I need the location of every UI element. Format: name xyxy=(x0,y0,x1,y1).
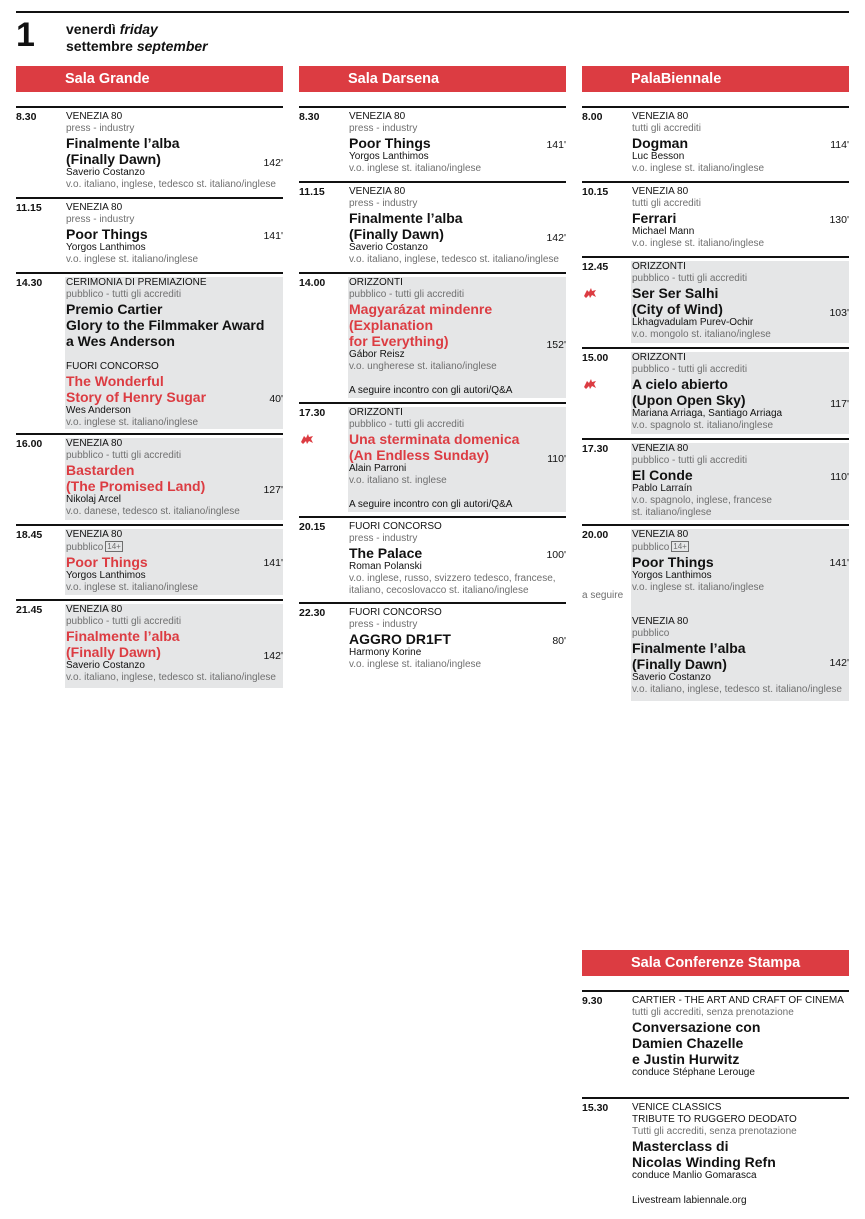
lion-icon xyxy=(583,378,597,390)
film-title-en: (Finally Dawn) xyxy=(66,151,161,167)
day-number: 1 xyxy=(16,16,35,54)
screening-audience: press - industry xyxy=(349,198,418,209)
livestream-note: Livestream labiennale.org xyxy=(632,1195,747,1206)
screening-details xyxy=(348,407,566,512)
film-title-2-en: (Finally Dawn) xyxy=(632,656,727,672)
film-title: The Wonderful xyxy=(66,373,164,389)
age-rating-badge: 14+ xyxy=(107,542,121,551)
film-languages: v.o. inglese, russo, svizzero tedesco, francese, xyxy=(349,573,556,584)
screening-section: VENEZIA 80 xyxy=(632,529,689,540)
qa-note: A seguire incontro con gli autori/Q&A xyxy=(349,499,513,510)
screening-time: 14.30 xyxy=(16,277,43,289)
screening-details xyxy=(65,438,283,520)
film-duration: 117' xyxy=(830,398,849,410)
screening-section: VENEZIA 80 xyxy=(66,111,123,122)
screening xyxy=(16,433,283,524)
screening-section: FUORI CONCORSO xyxy=(349,607,442,618)
screening xyxy=(299,181,566,272)
screening-details xyxy=(65,277,283,429)
film-title: Ferrari xyxy=(632,210,677,226)
film-title: Una sterminata domenica xyxy=(349,431,520,447)
film-director: Roman Polanski xyxy=(349,561,422,572)
film-director: Gábor Reisz xyxy=(349,349,405,360)
screening-details xyxy=(65,529,283,595)
screening-audience: pubblico - tutti gli accrediti xyxy=(66,616,182,627)
film-director: Yorgos Lanthimos xyxy=(66,570,146,581)
award-title: Premio Cartier xyxy=(66,301,163,317)
screening-time: 18.45 xyxy=(16,529,43,541)
screening-audience: pubblico - tutti gli accrediti xyxy=(66,289,182,300)
screening-details xyxy=(631,111,849,175)
screening-section: VENEZIA 80 xyxy=(66,438,123,449)
event-host: conduce Manlio Gomarasca xyxy=(632,1170,757,1181)
screening xyxy=(582,438,849,524)
film-duration: 110' xyxy=(547,453,566,465)
month-en: september xyxy=(136,38,208,54)
screening-audience: press - industry xyxy=(66,214,135,225)
screening-time: 8.00 xyxy=(582,111,603,123)
lion-icon xyxy=(583,287,597,299)
film-languages: v.o. inglese st. italiano/inglese xyxy=(66,417,199,428)
film-director: Pablo Larraín xyxy=(632,483,693,494)
event-host: conduce Stéphane Lerouge xyxy=(632,1067,755,1078)
screening-details xyxy=(631,261,849,343)
film-languages: v.o. inglese st. italiano/inglese xyxy=(632,163,765,174)
screening xyxy=(299,402,566,516)
film-duration: 152' xyxy=(546,339,566,351)
screening-time: 12.45 xyxy=(582,261,609,273)
film-duration: 103' xyxy=(829,307,849,319)
audience-label: pubblico xyxy=(632,542,670,553)
film-director: Yorgos Lanthimos xyxy=(632,570,712,581)
screening xyxy=(16,599,283,692)
event-title-line2: Nicolas Winding Refn xyxy=(632,1154,776,1170)
film-languages: v.o. inglese st. italiano/inglese xyxy=(632,238,765,249)
screening-time: 10.15 xyxy=(582,186,609,198)
film-director: Luc Besson xyxy=(632,151,685,162)
screening-section: VENEZIA 80 xyxy=(66,202,123,213)
screening-time: 20.00 xyxy=(582,529,609,541)
screening-time: 21.45 xyxy=(16,604,43,616)
screening-section-2: VENEZIA 80 xyxy=(632,616,689,627)
film-duration: 40' xyxy=(269,393,283,405)
film-languages: v.o. inglese st. italiano/inglese xyxy=(66,582,199,593)
screening-audience: pubblico - tutti gli accrediti xyxy=(632,273,748,284)
screening-details xyxy=(348,111,566,175)
film-languages: v.o. spagnolo, inglese, francese xyxy=(632,495,772,506)
event-title-line3: e Justin Hurwitz xyxy=(632,1051,740,1067)
film-title-en: (Finally Dawn) xyxy=(66,644,161,660)
screening-section: VENEZIA 80 xyxy=(632,186,689,197)
film-languages: v.o. inglese st. italiano/inglese xyxy=(349,163,482,174)
screening-section: CERIMONIA DI PREMIAZIONE xyxy=(66,277,207,288)
film-title: The Palace xyxy=(349,545,423,561)
film-director: Saverio Costanzo xyxy=(349,242,428,253)
screening-time: 14.00 xyxy=(299,277,326,289)
event-time: 9.30 xyxy=(582,995,603,1007)
event xyxy=(582,990,849,1097)
screening-details xyxy=(348,521,566,597)
film-duration: 80' xyxy=(552,635,566,647)
film-director: Mariana Arriaga, Santiago Arriaga xyxy=(632,408,783,419)
screening xyxy=(299,516,566,602)
screening-details xyxy=(631,186,849,250)
film-title: Magyarázat mindenre xyxy=(349,301,493,317)
screening-time: 17.30 xyxy=(582,443,609,455)
screening-audience: pubblico - tutti gli accrediti xyxy=(349,289,465,300)
hall-header-sala-conferenze-stampa: Sala Conferenze Stampa xyxy=(582,950,849,976)
screening xyxy=(582,106,849,181)
film-duration: 141' xyxy=(546,139,566,151)
screening-details xyxy=(631,529,849,701)
screening-audience: press - industry xyxy=(349,619,418,630)
screening xyxy=(16,197,283,272)
film-director: Harmony Korine xyxy=(349,647,422,658)
film-title-en: (The Promised Land) xyxy=(66,478,206,494)
screening xyxy=(299,106,566,181)
screening-audience-2: pubblico xyxy=(632,628,670,639)
film-duration: 127' xyxy=(263,484,283,496)
screening-audience xyxy=(632,541,847,554)
film-title: Dogman xyxy=(632,135,688,151)
screening xyxy=(16,272,283,433)
screening-time: 8.30 xyxy=(16,111,37,123)
screening-section: VENEZIA 80 xyxy=(66,604,123,615)
screening-audience: press - industry xyxy=(66,123,135,134)
film-languages: v.o. italiano, inglese, tedesco st. italiano/inglese xyxy=(66,672,276,683)
film-director: Lkhagvadulam Purev-Ochir xyxy=(632,317,754,328)
audience-label: pubblico xyxy=(66,542,104,553)
qa-note: A seguire incontro con gli autori/Q&A xyxy=(349,385,513,396)
film-title: Ser Ser Salhi xyxy=(632,285,719,301)
screening-details xyxy=(631,443,849,520)
screening-time: 20.15 xyxy=(299,521,326,533)
screening-details xyxy=(65,604,283,688)
film-title: A cielo abierto xyxy=(632,376,728,392)
film-title: Poor Things xyxy=(632,554,714,570)
film-languages: v.o. danese, tedesco st. italiano/inglese xyxy=(66,506,240,517)
film-director: Saverio Costanzo xyxy=(66,660,145,671)
film-director-2: Saverio Costanzo xyxy=(632,672,711,683)
screening-section: VENEZIA 80 xyxy=(349,186,406,197)
screening-audience: pubblico - tutti gli accrediti xyxy=(66,450,182,461)
film-title-en: (Explanation xyxy=(349,317,434,333)
event-title: Masterclass di xyxy=(632,1138,729,1154)
screening xyxy=(582,181,849,256)
screening-audience: pubblico - tutti gli accrediti xyxy=(632,455,748,466)
film-languages: v.o. ungherese st. italiano/inglese xyxy=(349,361,497,372)
film-duration: 114' xyxy=(830,139,849,151)
screening-time: 11.15 xyxy=(16,202,42,214)
award-title-line3: a Wes Anderson xyxy=(66,333,175,349)
film-duration: 141' xyxy=(829,557,849,569)
film-director: Alain Parroni xyxy=(349,463,407,474)
film-languages: v.o. spagnolo st. italiano/inglese xyxy=(632,420,774,431)
film-title: Bastarden xyxy=(66,462,135,478)
screening xyxy=(582,524,849,704)
column-sala-darsena xyxy=(299,106,566,677)
film-duration: 141' xyxy=(263,230,283,242)
screening-section: ORIZZONTI xyxy=(349,277,403,288)
film-title: El Conde xyxy=(632,467,693,483)
screening xyxy=(299,602,566,677)
screening-audience xyxy=(66,541,281,554)
weekday-it: venerdì xyxy=(66,21,116,37)
film-title-en: (City of Wind) xyxy=(632,301,723,317)
screening-section: VENEZIA 80 xyxy=(632,443,689,454)
header-rule xyxy=(16,11,849,13)
event-details xyxy=(631,995,849,1079)
column-palabiennale xyxy=(582,106,849,704)
month-it: settembre xyxy=(66,38,133,54)
screening-details xyxy=(65,111,283,191)
screening-time: 16.00 xyxy=(16,438,43,450)
event-details xyxy=(631,1102,849,1207)
film-title-en: (Upon Open Sky) xyxy=(632,392,746,408)
event-title-line2: Damien Chazelle xyxy=(632,1035,744,1051)
film-title: Poor Things xyxy=(66,554,148,570)
film-duration: 110' xyxy=(830,471,849,483)
screening-time: 17.30 xyxy=(299,407,326,419)
screening xyxy=(582,347,849,438)
column-sala-conferenze xyxy=(582,990,849,1217)
film-director: Yorgos Lanthimos xyxy=(66,242,146,253)
film-duration: 142' xyxy=(263,157,283,169)
event-section-line2: TRIBUTE TO RUGGERO DEODATO xyxy=(632,1114,797,1125)
film-languages-line2: st. italiano/inglese xyxy=(632,507,712,518)
screening-time: 8.30 xyxy=(299,111,320,123)
film-title-2: Finalmente l’alba xyxy=(632,640,746,656)
screening-details xyxy=(631,352,849,434)
film-languages: v.o. inglese st. italiano/inglese xyxy=(66,254,199,265)
screening-audience: tutti gli accrediti xyxy=(632,123,701,134)
screening-section: FUORI CONCORSO xyxy=(349,521,442,532)
screening-details xyxy=(348,607,566,671)
film-duration: 142' xyxy=(263,650,283,662)
screening-time: 11.15 xyxy=(299,186,325,198)
film-duration: 130' xyxy=(829,214,849,226)
film-title-line2: Story of Henry Sugar xyxy=(66,389,207,405)
screening xyxy=(582,256,849,347)
screening-audience: tutti gli accrediti xyxy=(632,198,701,209)
screening-audience: pubblico - tutti gli accrediti xyxy=(349,419,465,430)
film-languages: v.o. italiano st. inglese xyxy=(349,475,447,486)
film-title: Poor Things xyxy=(66,226,148,242)
screening-section: ORIZZONTI xyxy=(349,407,403,418)
film-director: Nikolaj Arcel xyxy=(66,494,122,505)
film-director: Wes Anderson xyxy=(66,405,131,416)
event-time: 15.30 xyxy=(582,1102,609,1114)
film-director: Michael Mann xyxy=(632,226,695,237)
lion-icon xyxy=(300,433,314,445)
screening xyxy=(16,106,283,197)
screening-section: ORIZZONTI xyxy=(632,352,686,363)
screening-section: VENEZIA 80 xyxy=(349,111,406,122)
film-director: Saverio Costanzo xyxy=(66,167,145,178)
screening-details xyxy=(65,202,283,266)
film-languages: v.o. mongolo st. italiano/inglese xyxy=(632,329,771,340)
screening-details xyxy=(348,277,566,398)
hall-header-palabiennale: PalaBiennale xyxy=(582,66,849,92)
event xyxy=(582,1097,849,1217)
film-languages: v.o. italiano, inglese, tedesco st. italiano/inglese xyxy=(349,254,559,265)
hall-header-sala-grande: Sala Grande xyxy=(16,66,283,92)
film-title: Poor Things xyxy=(349,135,431,151)
screening-time: 22.30 xyxy=(299,607,326,619)
screening-section-2: FUORI CONCORSO xyxy=(66,361,159,372)
film-duration: 100' xyxy=(546,549,566,561)
followed-by-label: a seguire xyxy=(582,590,624,601)
film-title: Finalmente l’alba xyxy=(66,628,180,644)
film-title: Finalmente l’alba xyxy=(349,210,463,226)
column-sala-grande xyxy=(16,106,283,692)
screening-section: VENEZIA 80 xyxy=(632,111,689,122)
film-languages: v.o. italiano, inglese, tedesco st. italiano/inglese xyxy=(66,179,276,190)
screening xyxy=(299,272,566,402)
film-title-en: (Finally Dawn) xyxy=(349,226,444,242)
screening-section: ORIZZONTI xyxy=(632,261,686,272)
event-section: VENICE CLASSICS xyxy=(632,1102,722,1113)
screening-audience: pubblico - tutti gli accrediti xyxy=(632,364,748,375)
film-title: AGGRO DR1FT xyxy=(349,631,451,647)
film-title-en-line2: for Everything) xyxy=(349,333,449,349)
film-title-en: (An Endless Sunday) xyxy=(349,447,490,463)
film-duration-2: 142' xyxy=(829,657,849,669)
film-languages-2: v.o. italiano, inglese, tedesco st. italiano/inglese xyxy=(632,684,842,695)
event-title: Conversazione con xyxy=(632,1019,761,1035)
film-languages-line2: italiano, cecoslovacco st. italiano/inglese xyxy=(349,585,529,596)
film-languages: v.o. inglese st. italiano/inglese xyxy=(632,582,765,593)
age-rating-badge: 14+ xyxy=(673,542,687,551)
film-director: Yorgos Lanthimos xyxy=(349,151,429,162)
screening-audience: press - industry xyxy=(349,533,418,544)
day-label xyxy=(66,21,208,55)
film-duration: 141' xyxy=(263,557,283,569)
screening-audience: press - industry xyxy=(349,123,418,134)
event-audience: tutti gli accrediti, senza prenotazione xyxy=(632,1007,794,1018)
event-section: CARTIER - THE ART AND CRAFT OF CINEMA xyxy=(632,995,844,1006)
film-languages: v.o. inglese st. italiano/inglese xyxy=(349,659,482,670)
hall-header-sala-darsena: Sala Darsena xyxy=(299,66,566,92)
screening-details xyxy=(348,186,566,266)
screening-section: VENEZIA 80 xyxy=(66,529,123,540)
weekday-en: friday xyxy=(119,21,158,37)
film-title: Finalmente l’alba xyxy=(66,135,180,151)
award-title-line2: Glory to the Filmmaker Award xyxy=(66,317,265,333)
screening xyxy=(16,524,283,599)
screening-time: 15.00 xyxy=(582,352,609,364)
film-duration: 142' xyxy=(546,232,566,244)
event-audience: Tutti gli accrediti, senza prenotazione xyxy=(632,1126,797,1137)
